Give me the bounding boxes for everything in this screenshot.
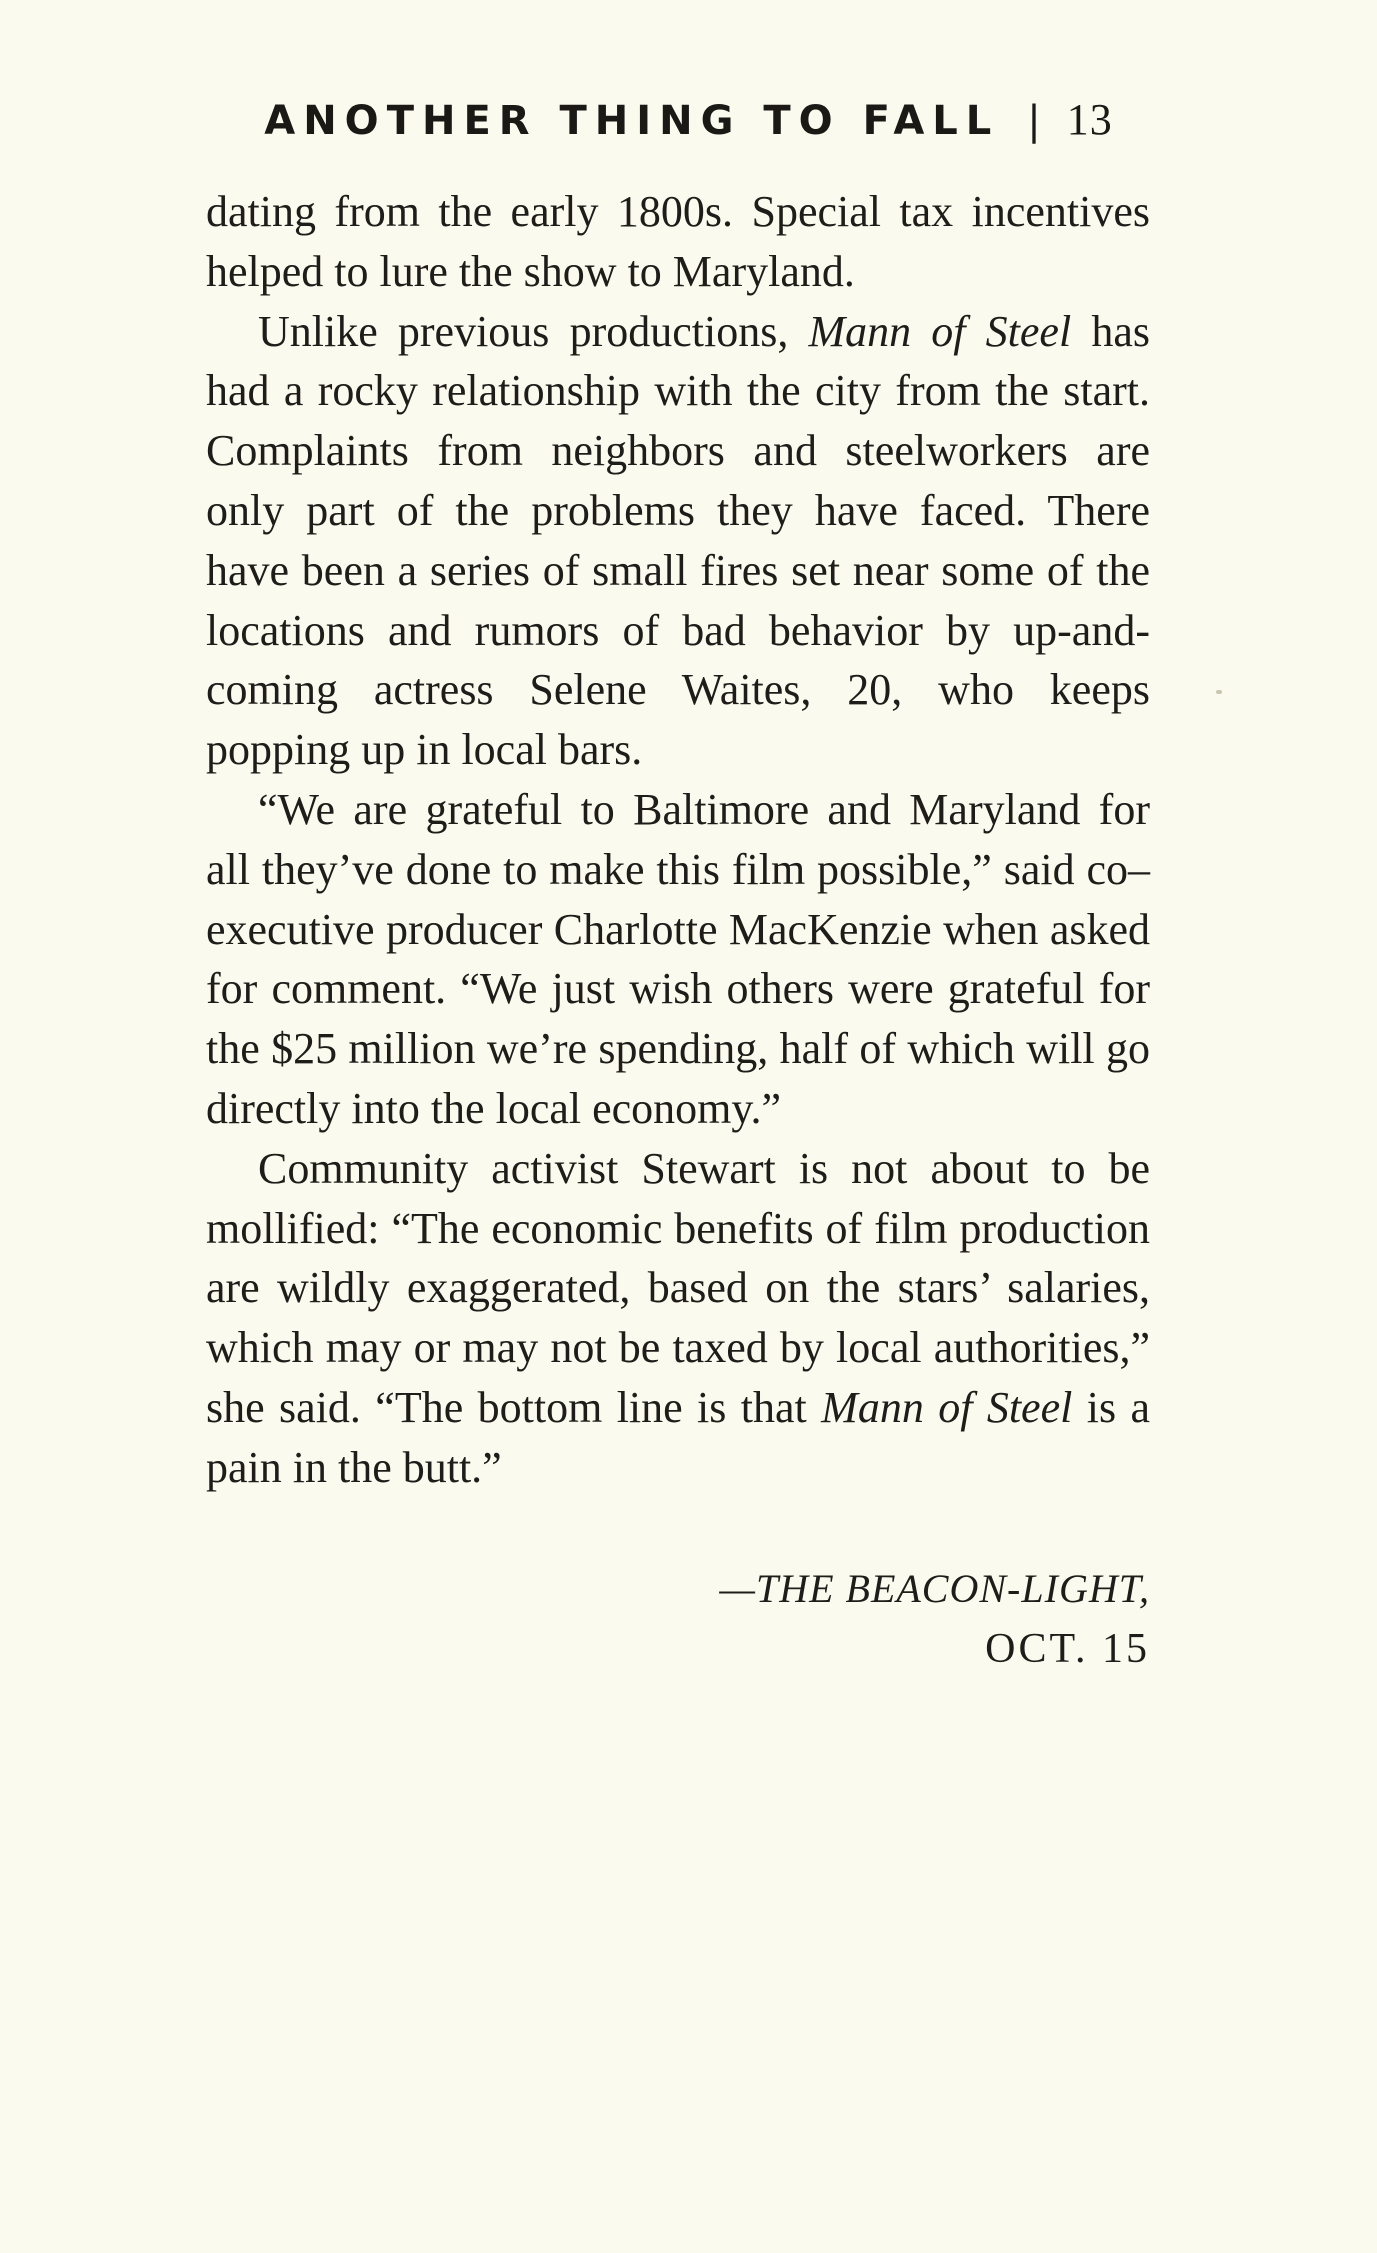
paragraph-4-lead: Community activist Stewart is not about to be mollified: “The economic benefits of film production are wildly exaggerated, based on the stars’ salaries, which may or may not be taxed by local authorities,” she said. “The bottom line is that (206, 1143, 1150, 1432)
running-head (0, 92, 1377, 149)
head-separator: | (1027, 98, 1041, 144)
attribution (719, 1559, 1150, 1679)
attribution-source: —THE BEACON-LIGHT, (719, 1566, 1150, 1611)
page-number: 13 (1066, 95, 1113, 144)
film-title: Mann of Steel (821, 1382, 1073, 1432)
body-text (206, 182, 1150, 1498)
paragraph-2 (206, 302, 1150, 780)
paragraph-4-rest: is a pain in the butt.” (206, 1382, 1150, 1492)
paragraph-2-lead: Unlike previous productions, (258, 306, 809, 356)
paper-speck (1216, 690, 1222, 694)
paragraph-3: “We are grateful to Baltimore and Maryland for all they’ve done to make this film possible,” said co–executive producer Charlotte MacKenzie when asked for comment. “We just wish others were grateful for the $25 million we’re spending, half of which will go directly into the local economy.” (206, 784, 1150, 1133)
paragraph-4 (206, 1139, 1150, 1498)
film-title: Mann of Steel (808, 306, 1072, 356)
chapter-title: ANOTHER THING TO FALL (264, 98, 1000, 144)
paragraph-1: dating from the early 1800s. Special tax incentives helped to lure the show to Maryland. (206, 187, 1150, 296)
paragraph-2-rest: has had a rocky relationship with the city from the start. Complaints from neighbors and steelworkers are only part of the problems they have faced. There have been a series of small fires set near some of the locations and rumors of bad behavior by up-and-coming actress Selene Waites, 20, who keeps popping up in local bars. (206, 306, 1150, 775)
attribution-date: OCT. 15 (985, 1626, 1150, 1672)
